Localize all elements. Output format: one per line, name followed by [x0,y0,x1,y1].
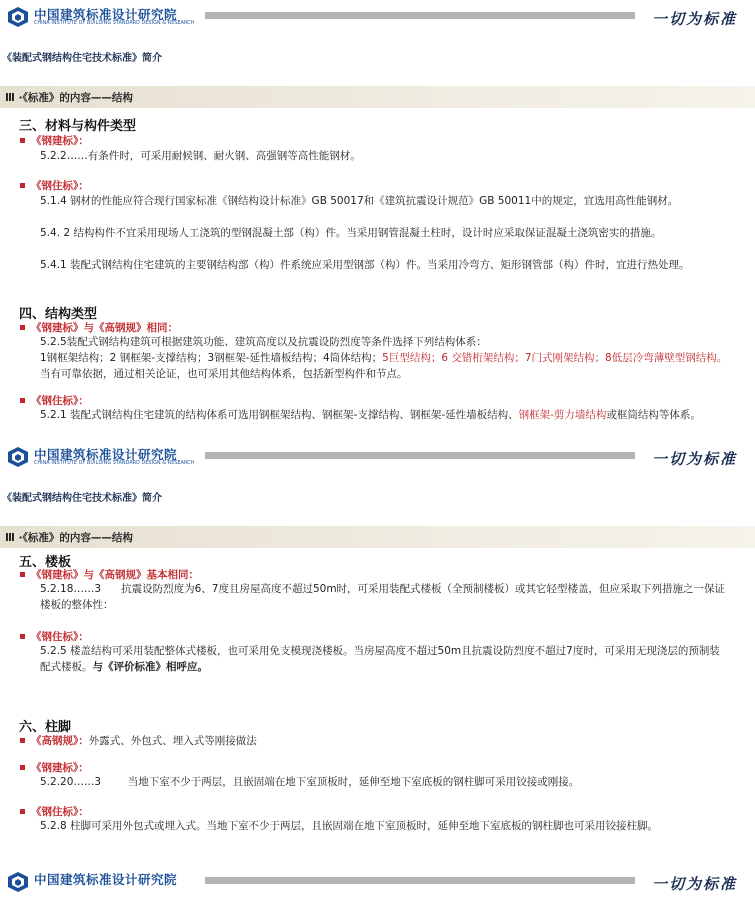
slide-header [0,440,755,476]
header-bar [205,877,635,884]
bullet-gangzhubiao-2 [20,804,89,819]
clause-5-1-4: 5.1.4 钢材的性能应符合现行国家标准《钢结构设计标准》GB 50017和《建筑抗震设计规范》GB 50011中的规定，宜选用高性能钢材。 [40,195,679,207]
structure-systems-note: 当有可靠依据，通过相关论证，也可采用其他结构体系，包括新型构件和节点。 [40,368,408,380]
logo-name: 中国建筑标准设计研究院 [34,7,178,22]
logo-mark-icon [6,6,30,28]
bullet-label: 《钢住标》： [31,180,89,192]
section-title: Ⅲ ·《标准》的内容——结构 [5,532,133,544]
institute-logo [6,4,195,32]
bullet-square-icon [20,398,25,403]
bullet-square-icon [20,809,25,814]
clause-5-2-8: 5.2.8 柱脚可采用外包式或埋入式。当地下室不少于两层，且嵌固端在地下室顶板时，延伸至地下室底板的钢柱脚也可采用铰接柱脚。 [40,820,659,832]
section-title: Ⅲ ·《标准》的内容——结构 [5,92,133,104]
clause-5-2-1-end: 或框筒结构等体系。 [606,409,701,421]
institute-logo [6,869,178,897]
clause-text: 5.2.5 楼盖结构可采用装配整体式楼板，也可采用免支模现浇楼板。当房屋高度不超过50m且抗震设防烈度不超过7度时，可采用无现浇层的预制装配式楼板。 [40,645,720,673]
bullet-square-icon [20,634,25,639]
bullet-gangjianbiao-gaogangui [20,320,178,335]
bullet-gangzhubiao-2 [20,393,89,408]
bullet-gangjianbiao [20,133,89,148]
bullet-gangzhubiao [20,178,89,193]
heading-structure-types: 四、结构类型 [19,307,98,322]
logo-mark-icon [6,871,30,893]
bullet-gangjianbiao [20,760,89,775]
bullet-gaogangui [20,733,257,748]
bullet-square-icon [20,572,25,577]
bullet-gangjianbiao-gaogangui [20,567,199,582]
heading-column-base: 六、柱脚 [19,720,72,735]
logo-subtitle: CHINA INSTITUTE OF BUILDING STANDARD DESIGN & RESEARCH [34,461,195,466]
clause-5-2-5 [40,643,730,675]
next-slide-header [0,865,755,901]
rigid-connection-methods: 外露式、外包式、埋入式等刚接做法 [88,735,257,747]
clause-text: 抗震设防烈度为6、7度且房屋高度不超过50m时，可采用装配式楼板（全预制楼板）或其它轻型楼盖，但应采取下列措施之一保证楼板的整体性： [40,583,726,611]
document-title: 《装配式钢结构住宅技术标准》简介 [2,493,162,504]
section-band [0,526,755,548]
bullet-label: 《钢建标》： [31,762,89,774]
section-band [0,86,755,108]
structure-system-list [40,350,730,382]
structure-systems-1-4: 1钢框架结构；2 钢框架-支撑结构；3钢框架-延性墙板结构；4筒体结构； [40,352,383,364]
institute-logo [6,444,195,472]
clause-5-2-1 [40,407,730,423]
logo-mark-icon [6,446,30,468]
clause-5-2-18 [40,581,730,613]
header-bar [205,12,635,19]
clause-5-2-2: 5.2.2……有条件时，可采用耐候钢、耐火钢、高强钢等高性能钢材。 [40,150,361,162]
slide-2 [0,440,755,893]
bullet-square-icon [20,325,25,330]
bullet-square-icon [20,738,25,743]
clause-5-2-5: 5.2.5装配式钢结构建筑可根据建筑功能、建筑高度以及抗震设防烈度等条件选择下列结构体系： [40,336,487,348]
bullet-square-icon [20,138,25,143]
evaluation-note: 与《评价标准》相呼应。 [92,661,208,673]
header-bar [205,452,635,459]
clause-text: 当地下室不少于两层，且嵌固端在地下室顶板时，延伸至地下室底板的钢柱脚可采用铰接或刚接。 [127,776,580,788]
bullet-label: 《钢住标》： [31,806,89,818]
bullet-square-icon [20,765,25,770]
clause-5-4-1: 5.4.1 装配式钢结构住宅建筑的主要钢结构部（构）件系统应采用型钢部（构）件。当采用冷弯方、矩形钢管部（构）件时，宜进行热处理。 [40,259,690,271]
clause-5-2-20 [40,774,730,790]
slide-header [0,0,755,36]
bullet-label: 《钢建标》： [31,135,89,147]
structure-systems-5-8: 5巨型结构；6 交错桁架结构；7门式刚架结构；8低层冷弯薄壁型钢结构。 [382,352,728,364]
bullet-square-icon [20,183,25,188]
slogan: 一切为标准 [651,450,737,468]
clause-number: 5.2.20……3 [40,776,102,788]
bullet-label: 《钢住标》： [31,395,89,407]
bullet-label: 《钢建标》与《高钢规》相同： [31,322,178,334]
shear-wall-structure: 钢框架-剪力墙结构 [518,409,607,421]
bullet-label: 《高钢规》： [31,735,89,747]
clause-5-2-1-text: 5.2.1 装配式钢结构住宅建筑的结构体系可选用钢框架结构、钢框架-支撑结构、钢框架-延性墙板结构、 [40,409,519,421]
clause-number: 5.2.18……3 [40,583,102,595]
bullet-gangzhubiao [20,629,89,644]
slogan: 一切为标准 [651,10,737,28]
slide-1 [0,0,755,440]
document-title: 《装配式钢结构住宅技术标准》简介 [2,53,162,64]
clause-5-4-2: 5.4. 2 结构构件不宜采用现场人工浇筑的型钢混凝土部（构）件。当采用钢管混凝土柱时，设计时应采取保证混凝土浇筑密实的措施。 [40,227,662,239]
bullet-label: 《钢住标》： [31,631,89,643]
heading-floor-slab: 五、楼板 [19,555,72,570]
bullet-label: 《钢建标》与《高钢规》基本相同： [31,569,199,581]
heading-materials: 三、材料与构件类型 [19,119,137,134]
logo-name: 中国建筑标准设计研究院 [34,872,178,887]
slogan: 一切为标准 [651,875,737,893]
logo-subtitle: CHINA INSTITUTE OF BUILDING STANDARD DESIGN & RESEARCH [34,21,195,26]
logo-name: 中国建筑标准设计研究院 [34,447,178,462]
